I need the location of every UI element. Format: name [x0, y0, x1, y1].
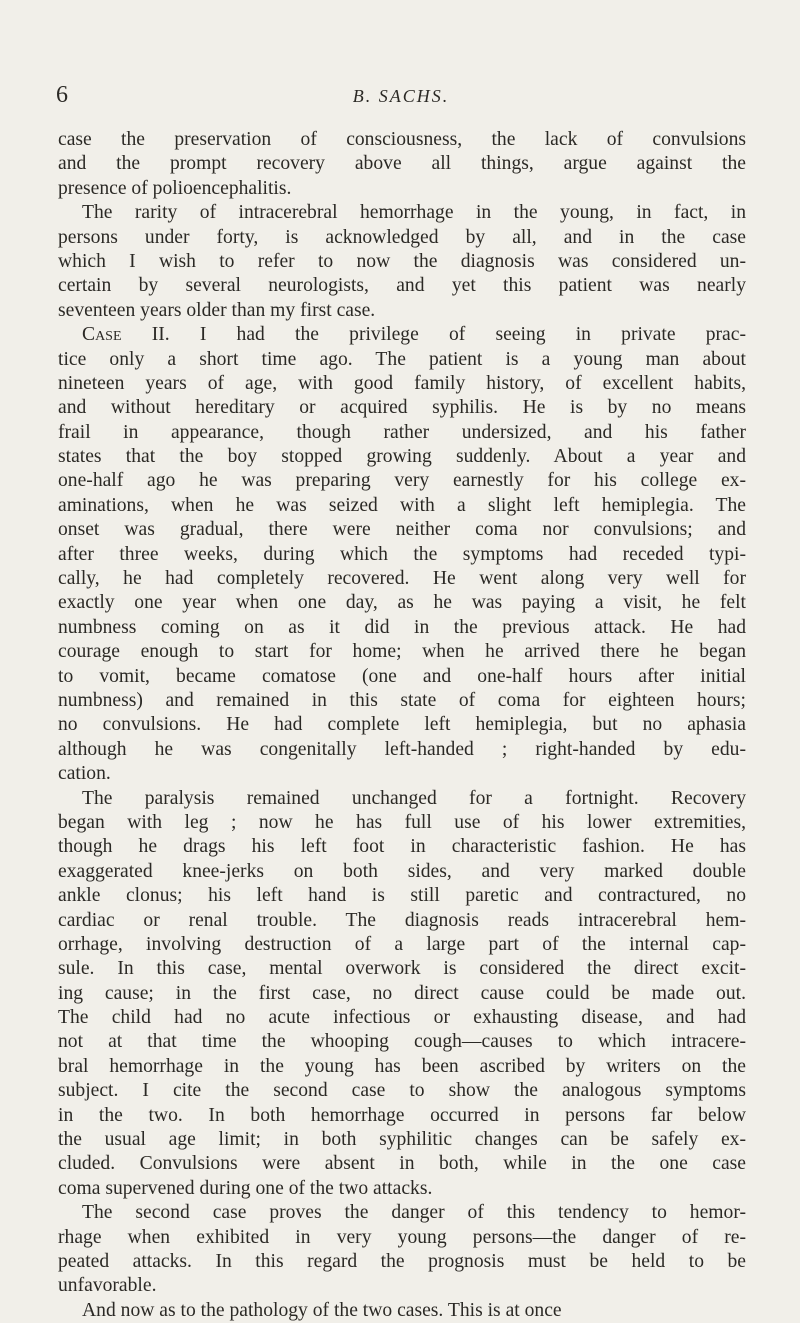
text-line: sule. In this case, mental overwork is considered the direct excit-: [58, 958, 746, 980]
text-line: persons under forty, is acknowledged by all, and in the case: [58, 226, 746, 248]
text-line: no convulsions. He had complete left hemiplegia, but no aphasia: [58, 714, 746, 736]
text-line: nineteen years of age, with good family history, of excellent habits,: [58, 372, 746, 394]
text-line: states that the boy stopped growing suddenly. About a year and: [58, 446, 746, 468]
text-line: subject. I cite the second case to show the analogous symptoms: [58, 1080, 746, 1102]
text-line: The child had no acute infectious or exhausting disease, and had: [58, 1007, 746, 1029]
text-line: one-half ago he was preparing very earnestly for his college ex-: [58, 470, 746, 492]
text-line: [58, 323, 746, 347]
text-line: ankle clonus; his left hand is still paretic and contractured, no: [58, 885, 746, 907]
text-line: in the two. In both hemorrhage occurred in persons far below: [58, 1104, 746, 1126]
text-line: The second case proves the danger of this tendency to hemor-: [82, 1202, 746, 1224]
text-line: rhage when exhibited in very young persons—the danger of re-: [58, 1226, 746, 1248]
text-line: and without hereditary or acquired syphilis. He is by no means: [58, 397, 746, 419]
text-line: certain by several neurologists, and yet this patient was nearly: [58, 275, 746, 297]
text-line: tice only a short time ago. The patient is a young man about: [58, 348, 746, 370]
text-line: numbness) and remained in this state of coma for eighteen hours;: [58, 689, 746, 711]
paragraph: [58, 1201, 746, 1299]
page-number: 6: [56, 82, 68, 108]
text-line: The paralysis remained unchanged for a fortnight. Recovery: [82, 787, 746, 809]
text-line: frail in appearance, though rather undersized, and his father: [58, 421, 746, 443]
paragraph: [58, 1299, 746, 1323]
text-line: and the prompt recovery above all things, argue against the: [58, 153, 746, 175]
text-line: exaggerated knee-jerks on both sides, and very marked double: [58, 860, 746, 882]
text-line: onset was gradual, there were neither coma nor convulsions; and: [58, 519, 746, 541]
paragraph: [58, 787, 746, 1202]
text-line: cluded. Convulsions were absent in both, while in the one case: [58, 1153, 746, 1175]
running-title: B. SACHS.: [352, 86, 450, 106]
text-line: after three weeks, during which the symptoms had receded typi-: [58, 543, 746, 565]
text-line: the usual age limit; in both syphilitic changes can be safely ex-: [58, 1129, 746, 1151]
text-line: The rarity of intracerebral hemorrhage in the young, in fact, in: [82, 202, 746, 224]
text-line: ing cause; in the first case, no direct cause could be made out.: [58, 982, 746, 1004]
text-line: bral hemorrhage in the young has been ascribed by writers on the: [58, 1055, 746, 1077]
text-line: which I wish to refer to now the diagnosis was considered un-: [58, 250, 746, 272]
text-line: to vomit, became comatose (one and one-half hours after initial: [58, 665, 746, 687]
text-line: numbness coming on as it did in the previous attack. He had: [58, 616, 746, 638]
text-line: though he drags his left foot in characteristic fashion. He has: [58, 836, 746, 858]
text-line: courage enough to start for home; when he arrived there he began: [58, 641, 746, 663]
text-line: cation.: [58, 763, 111, 785]
text-line: unfavorable.: [58, 1275, 157, 1297]
body-text: [58, 128, 746, 1323]
text-line: peated attacks. In this regard the prognosis must be held to be: [58, 1250, 746, 1272]
text-line: presence of polioencephalitis.: [58, 177, 292, 199]
text-line: not at that time the whooping cough—causes to which intracere-: [58, 1031, 746, 1053]
text-line: seventeen years older than my first case.: [58, 299, 376, 321]
paragraph: [58, 323, 746, 786]
text-line-content: I had the privilege of seeing in private prac-: [169, 324, 746, 346]
text-line: although he was congenitally left-handed ; right-handed by edu-: [58, 738, 746, 760]
text-line: aminations, when he was seized with a slight left hemiplegia. The: [58, 494, 746, 516]
text-line: And now as to the pathology of the two cases. This is at once: [82, 1299, 562, 1321]
text-line: cally, he had completely recovered. He went along very well for: [58, 568, 746, 590]
text-line: orrhage, involving destruction of a large part of the internal cap-: [58, 933, 746, 955]
paragraph: [58, 201, 746, 323]
text-line: exactly one year when one day, as he was paying a visit, he felt: [58, 592, 746, 614]
running-head: [56, 80, 746, 110]
text-line: case the preservation of consciousness, the lack of convulsions: [58, 129, 746, 150]
paragraph: [58, 128, 746, 201]
text-line: began with leg ; now he has full use of his lower extremities,: [58, 811, 746, 833]
case-label: Case II.: [82, 324, 170, 346]
text-line: coma supervened during one of the two attacks.: [58, 1177, 433, 1199]
text-line: cardiac or renal trouble. The diagnosis reads intracerebral hem-: [58, 909, 746, 931]
